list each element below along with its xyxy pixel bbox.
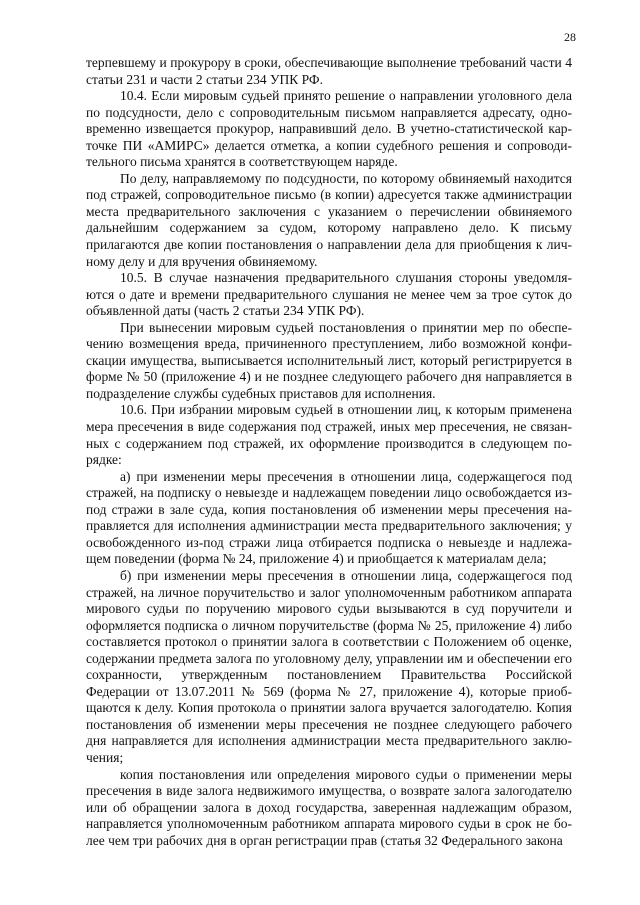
- paragraph-custody-transfer: По делу, направляемому по подсудности, по которому обвиняемый находится под стражей, сопроводительное письмо (в копии) адресуется также администрации места предварительного заключения с указанием о перечислении обвиняемого дальнейшим содержанием за судом, которому направлено дело. К письму прилагаются две копии постановления о направлении дела для приобщения к личному делу и для вручения обвиняемому.: [86, 170, 572, 269]
- paragraph-item-a: а) при изменении меры пресечения в отношении лица, содержащегося под стражей, на подписку о невыезде и надлежащем поведении лицо освобождается из-под стражи в зале суда, копия постановления об изменении меры пресечения направляется для исполнения администрации места предварительного заключения; у освобожденного из-под стражи лица отбирается подписка о невыезде и надлежащем поведении (форма № 24, приложение 4) и приобщается к материалам дела;: [86, 468, 572, 567]
- paragraph-item-b: б) при изменении меры пресечения в отношении лица, содержащегося под стражей, на личное поручительство и залог уполномоченным работником аппарата мирового судьи по поручению мирового судьи вызываются в суд поручители и оформляется подписка о личном поручительстве (форма № 25, приложение 4) либо составляется протокол о принятии залога в соответствии с Положением об оценке, содержании предмета залога по уголовному делу, управлении им и обеспечении его сохранности, утвержденным постановлением Правительства Российской Федерации от 13.07.2011 № 569 (форма № 27, приложение 4), которые приобщаются к делу. Копия протокола о принятии залога вручается залогодателю. Копия постановления об изменении меры пресечения не позднее следующего рабочего дня направляется для исполнения администрации места предварительного заключения;: [86, 567, 572, 765]
- paragraph-writ-of-execution: При вынесении мировым судьей постановления о принятии мер по обеспечению возмещения вреда, причиненного преступлением, либо возможной конфискации имущества, выписывается исполнительный лист, который регистрируется в форме № 50 (приложение 4) и не позднее следующего рабочего дня направляется в подразделение службы судебных приставов для исполнения.: [86, 319, 572, 401]
- paragraph-10-6: 10.6. При избрании мировым судьей в отношении лиц, к которым применена мера пресечения в виде содержания под стражей, иных мер пресечения, не связанных с содержанием под стражей, их оформление производится в следующем порядке:: [86, 402, 572, 468]
- paragraph-bail-real-estate: копия постановления или определения мирового судьи о применении меры пресечения в виде залога недвижимого имущества, о возврате залога залогодателю или об обращении залога в доход государства, заверенная надлежащим образом, направляется уполномоченным работником аппарата мирового судьи в срок не более чем три рабочих дня в орган регистрации прав (статья 32 Федерального закона: [86, 766, 572, 848]
- document-body: [86, 55, 572, 849]
- page-number: 28: [564, 30, 576, 44]
- paragraph-10-5: 10.5. В случае назначения предварительного слушания стороны уведомляются о дате и времени предварительного слушания не менее чем за трое суток до объявленной даты (часть 2 статьи 234 УПК РФ).: [86, 270, 572, 319]
- paragraph-10-4: 10.4. Если мировым судьей принято решение о направлении уголовного дела по подсудности, дело с сопроводительным письмом направляется адресату, одновременно извещается прокурор, направивший дело. В учетно-статистической карточке ПИ «АМИРС» делается отметка, а копии судебного решения и сопроводительного письма хранятся в соответствующем наряде.: [86, 88, 572, 170]
- paragraph-continuation: терпевшему и прокурору в сроки, обеспечивающие выполнение требований части 4 статьи 231 и части 2 статьи 234 УПК РФ.: [86, 55, 572, 87]
